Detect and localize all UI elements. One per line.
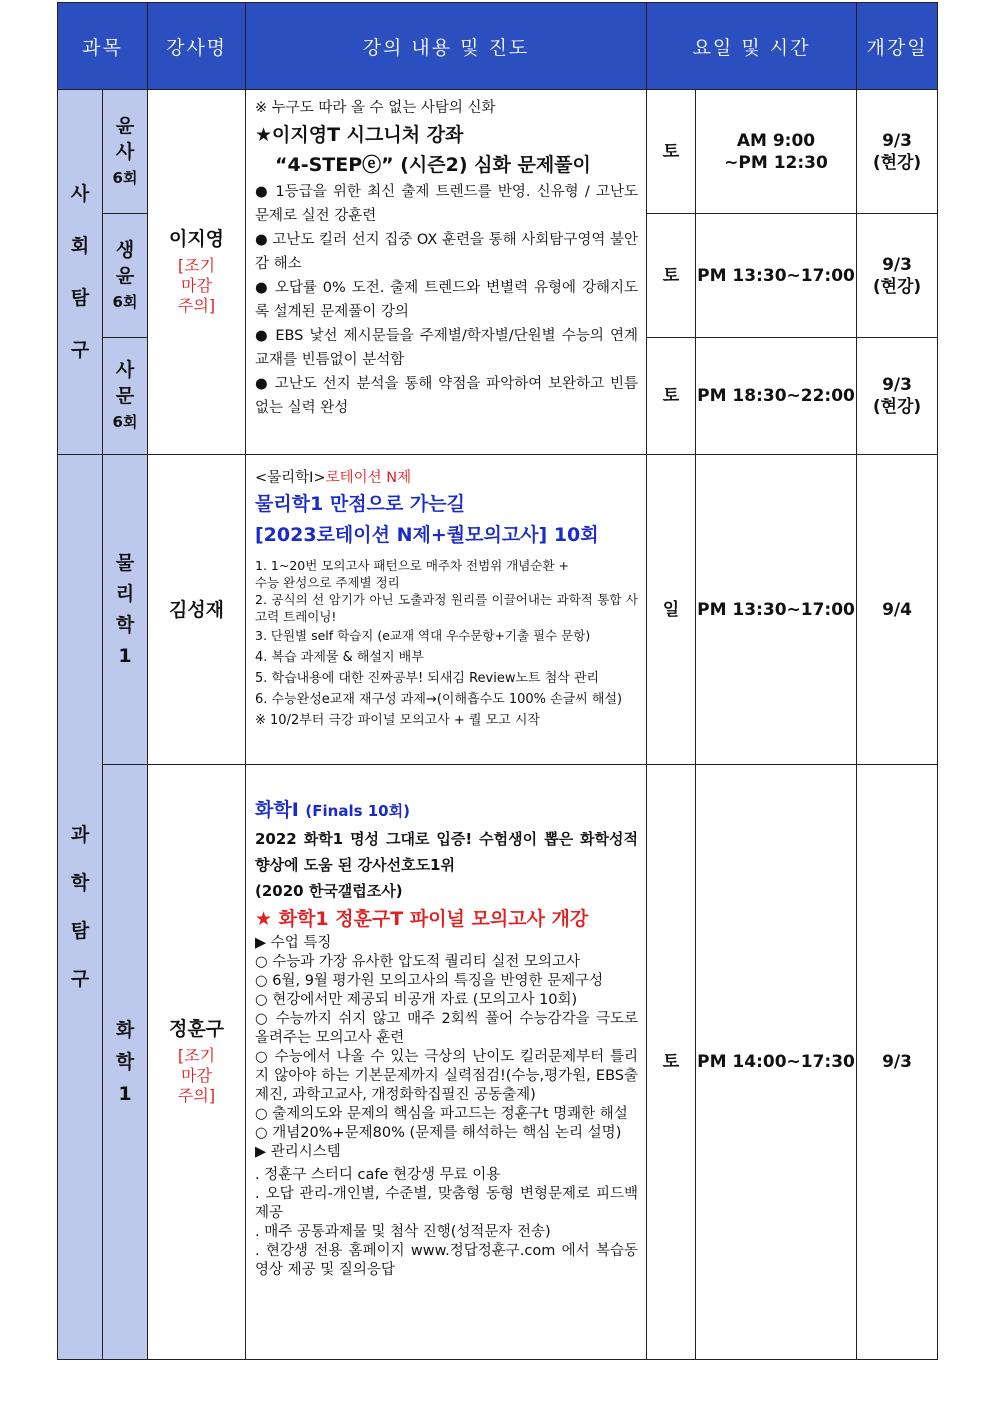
row-social-ethics bbox=[58, 90, 938, 214]
schedule-table bbox=[57, 2, 938, 1360]
open-society-culture: 9/3 (현강) bbox=[857, 338, 938, 455]
open-ethics: 9/3 (현강) bbox=[857, 90, 938, 214]
day-chemistry: 토 bbox=[647, 765, 696, 1360]
social-content: ※ 누구도 따라 올 수 없는 사탐의 신화 ★이지영T 시그니처 강좌 “4-STEPⓔ” (시즌2) 심화 문제풀이 ● 1등급을 위한 최신 출제 트렌드를 반영. 신유형 / 고난도 문제로 실전 강훈련 ● 고난도 킬러 선지 집중 OX 훈련을 통해 사회탐구영역 불안감 해소 ● 오답률 0% 도전. 출제 트렌드와 변별력 유형에 강해지도록 설계된 문제풀이 강의 ● EBS 낯선 제시문들을 주제별/학자별/단원별 수능의 연계 교재를 빈틈없이 분석함 ● 고난도 선지 분석을 통해 약점을 파악하여 보완하고 빈틈없는 실력 완성 bbox=[246, 90, 647, 455]
header-subject: 과목 bbox=[58, 3, 148, 90]
header-schedule: 요일 및 시간 bbox=[647, 3, 857, 90]
chemistry-content: 화학Ⅰ (Finals 10회) 2022 화학1 명성 그대로 입증! 수험생이 뽑은 화학성적 향상에 도움 된 강사선호도1위 (2020 한국갤럽조사) ★ 화학1 정훈구T 파이널 모의고사 개강 ▶ 수업 특징 ○ 수능과 가장 유사한 압도적 퀄리티 실전 모의고사 ○ 6월, 9월 평가원 모의고사의 특징을 반영한 문제구성 ○ 현강에서만 제공되 비공개 자료 (모의고사 10회) ○ 수능까지 쉬지 않고 매주 2회씩 풀어 수능감각을 극도로 올려주는 모의고사 훈련 ○ 수능에서 나올 수 있는 극상의 난이도 킬러문제부터 틀리지 않아야 하는 기본문제까지 실력점검!(수능,평가원, EBS출제진, 과학고교사, 개정화학집필진 공동출제) ○ 출제의도와 문제의 핵심을 파고드는 정훈구t 명쾌한 해설 ○ 개념20%+문제80% (문제를 해석하는 핵심 논리 설명) ▶ 관리시스템 . 정훈구 스터디 cafe 현강생 무료 이용 . 오답 관리-개인별, 수준별, 맞춤형 동형 변형문제로 피드백제공 . 매주 공통과제물 및 첨삭 진행(성적문자 전송) . 현강생 전용 홈페이지 www.정답정훈구.com 에서 복습동영상 제공 및 질의응답 bbox=[246, 765, 647, 1360]
subject-chemistry: 화 학 1 bbox=[103, 765, 148, 1360]
day-society-culture: 토 bbox=[647, 338, 696, 455]
teacher-jung: 정훈구 [조기 마감 주의] bbox=[148, 765, 246, 1360]
header-row bbox=[58, 3, 938, 90]
header-teacher: 강사명 bbox=[148, 3, 246, 90]
early-close-notice-chem: [조기 마감 주의] bbox=[177, 1046, 216, 1105]
subject-society-culture: 사 문 6회 bbox=[103, 338, 148, 455]
early-close-notice: [조기 마감 주의] bbox=[177, 256, 216, 315]
row-physics bbox=[58, 455, 938, 765]
category-science: 과 학 탐 구 bbox=[58, 455, 103, 1360]
subject-ethics: 윤 사 6회 bbox=[103, 90, 148, 214]
day-life-ethics: 토 bbox=[647, 214, 696, 338]
header-open-date: 개강일 bbox=[857, 3, 938, 90]
teacher-kim: 김성재 bbox=[148, 455, 246, 765]
open-chemistry: 9/3 bbox=[857, 765, 938, 1360]
category-social: 사 회 탐 구 bbox=[58, 90, 103, 455]
time-life-ethics: PM 13:30~17:00 bbox=[696, 214, 857, 338]
row-chemistry bbox=[58, 765, 938, 1360]
subject-physics: 물 리 학 1 bbox=[103, 455, 148, 765]
time-chemistry: PM 14:00~17:30 bbox=[696, 765, 857, 1360]
time-society-culture: PM 18:30~22:00 bbox=[696, 338, 857, 455]
open-life-ethics: 9/3 (현강) bbox=[857, 214, 938, 338]
header-content: 강의 내용 및 진도 bbox=[246, 3, 647, 90]
subject-life-ethics: 생 윤 6회 bbox=[103, 214, 148, 338]
time-ethics: AM 9:00 ~PM 12:30 bbox=[696, 90, 857, 214]
day-physics: 일 bbox=[647, 455, 696, 765]
physics-content: <물리학Ⅰ>로테이션 N제 물리학1 만점으로 가는길 [2023로테이션 N제+퀄모의고사] 10회 1. 1~20번 모의고사 패턴으로 매주차 전범위 개념순환 + 수능 완성으로 주제별 정리 2. 공식의 선 암기가 아닌 도출과정 원리를 이끌어내는 과학적 통합 사고력 트레이닝! 3. 단원별 self 학습지 (e교재 역대 우수문항+기출 필수 문항) 4. 복습 과제물 & 해설지 배부 5. 학습내용에 대한 진짜공부! 되새김 Review노트 첨삭 관리 6. 수능완성e교재 재구성 과제→(이해흡수도 100% 손글씨 해설) ※ 10/2부터 극강 파이널 모의고사 + 퀄 모고 시작 bbox=[246, 455, 647, 765]
time-physics: PM 13:30~17:00 bbox=[696, 455, 857, 765]
open-physics: 9/4 bbox=[857, 455, 938, 765]
teacher-lee: 이지영 [조기 마감 주의] bbox=[148, 90, 246, 455]
day-ethics: 토 bbox=[647, 90, 696, 214]
